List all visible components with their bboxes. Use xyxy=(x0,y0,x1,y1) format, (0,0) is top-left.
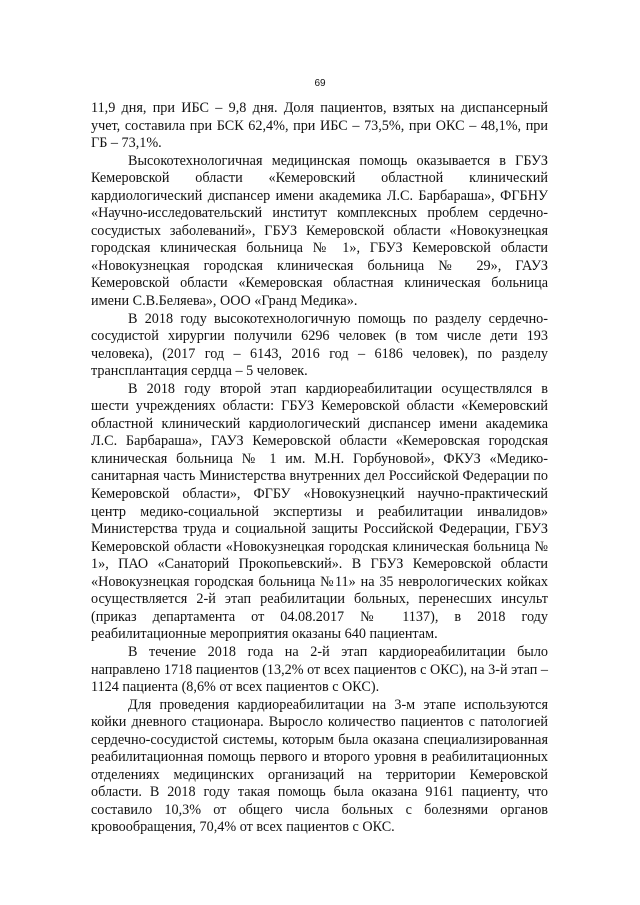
paragraph-rehab-referrals: В течение 2018 года на 2-й этап кардиореабилитации было направлено 1718 пациентов (13,2% от всех пациентов с ОКС), на 3-й этап – 1124 пациента (8,6% от всех пациентов с ОКС). xyxy=(91,643,548,696)
paragraph-rehab-stage-three: Для проведения кардиореабилитации на 3-м этапе используются койки дневного стационара. Выросло количество пациентов с патологией сердечно-сосудистой системы, которым была оказана специализированная реабилитационная помощь первого и второго уровня в реабилитационных отделениях медицинских организаций на территории Кемеровской области. В 2018 году такая помощь была оказана 9161 пациенту, что составило 10,3% от общего числа больных с болезнями органов кровообращения, 70,4% от всех пациентов с ОКС. xyxy=(91,696,548,836)
paragraph-los-continuation: 11,9 дня, при ИБС – 9,8 дня. Доля пациентов, взятых на диспансерный учет, составила при БСК 62,4%, при ИБС – 73,5%, при ОКС – 48,1%, при ГБ – 73,1%. xyxy=(91,100,548,152)
paragraph-rehab-stage-two: В 2018 году второй этап кардиореабилитации осуществлялся в шести учреждениях области: ГБУЗ Кемеровской области «Кемеровский областной клинический кардиологический диспансер имени академика Л.С. Барбараша», ГАУЗ Кемеровской области «Кемеровская городская клиническая больница № 1 им. М.Н. Горбуновой», ФКУЗ «Медико-санитарная часть Министерства внутренних дел Российской Федерации по Кемеровской области», ФГБУ «Новокузнецкий научно-практический центр медико-социальной экспертизы и реабилитации инвалидов» Министерства труда и социальной защиты Российской Федерации, ГБУЗ Кемеровской области «Новокузнецкая городская клиническая больница № 1», ПАО «Санаторий Прокопьевский». В ГБУЗ Кемеровской области «Новокузнецкая городская больница №11» на 35 неврологических койках осуществляется 2-й этап реабилитации больных, перенесших инсульт (приказ департамента от 04.08.2017 № 1137), в 2018 году реабилитационные мероприятия оказаны 640 пациентам. xyxy=(91,380,548,643)
page-number: 69 xyxy=(314,78,326,89)
document-body xyxy=(91,100,548,837)
paragraph-cardiac-surgery-2018: В 2018 году высокотехнологичную помощь по разделу сердечно-сосудистой хирургии получили 6296 человек (в том числе дети 193 человека), (2017 год – 6143, 2016 год – 6186 человек), по разделу трансплантация сердца – 5 человек. xyxy=(91,310,548,380)
paragraph-high-tech-care: Высокотехнологичная медицинская помощь оказывается в ГБУЗ Кемеровской области «Кемеровский областной клинический кардиологический диспансер имени академика Л.С. Барбараша», ФГБНУ «Научно-исследовательский институт комплексных проблем сердечно-сосудистых заболеваний», ГБУЗ Кемеровской области «Новокузнецкая городская клиническая больница № 1», ГБУЗ Кемеровской области «Новокузнецкая городская клиническая больница № 29», ГАУЗ Кемеровской области «Кемеровская областная клиническая больница имени С.В.Беляева», ООО «Гранд Медика». xyxy=(91,152,548,310)
